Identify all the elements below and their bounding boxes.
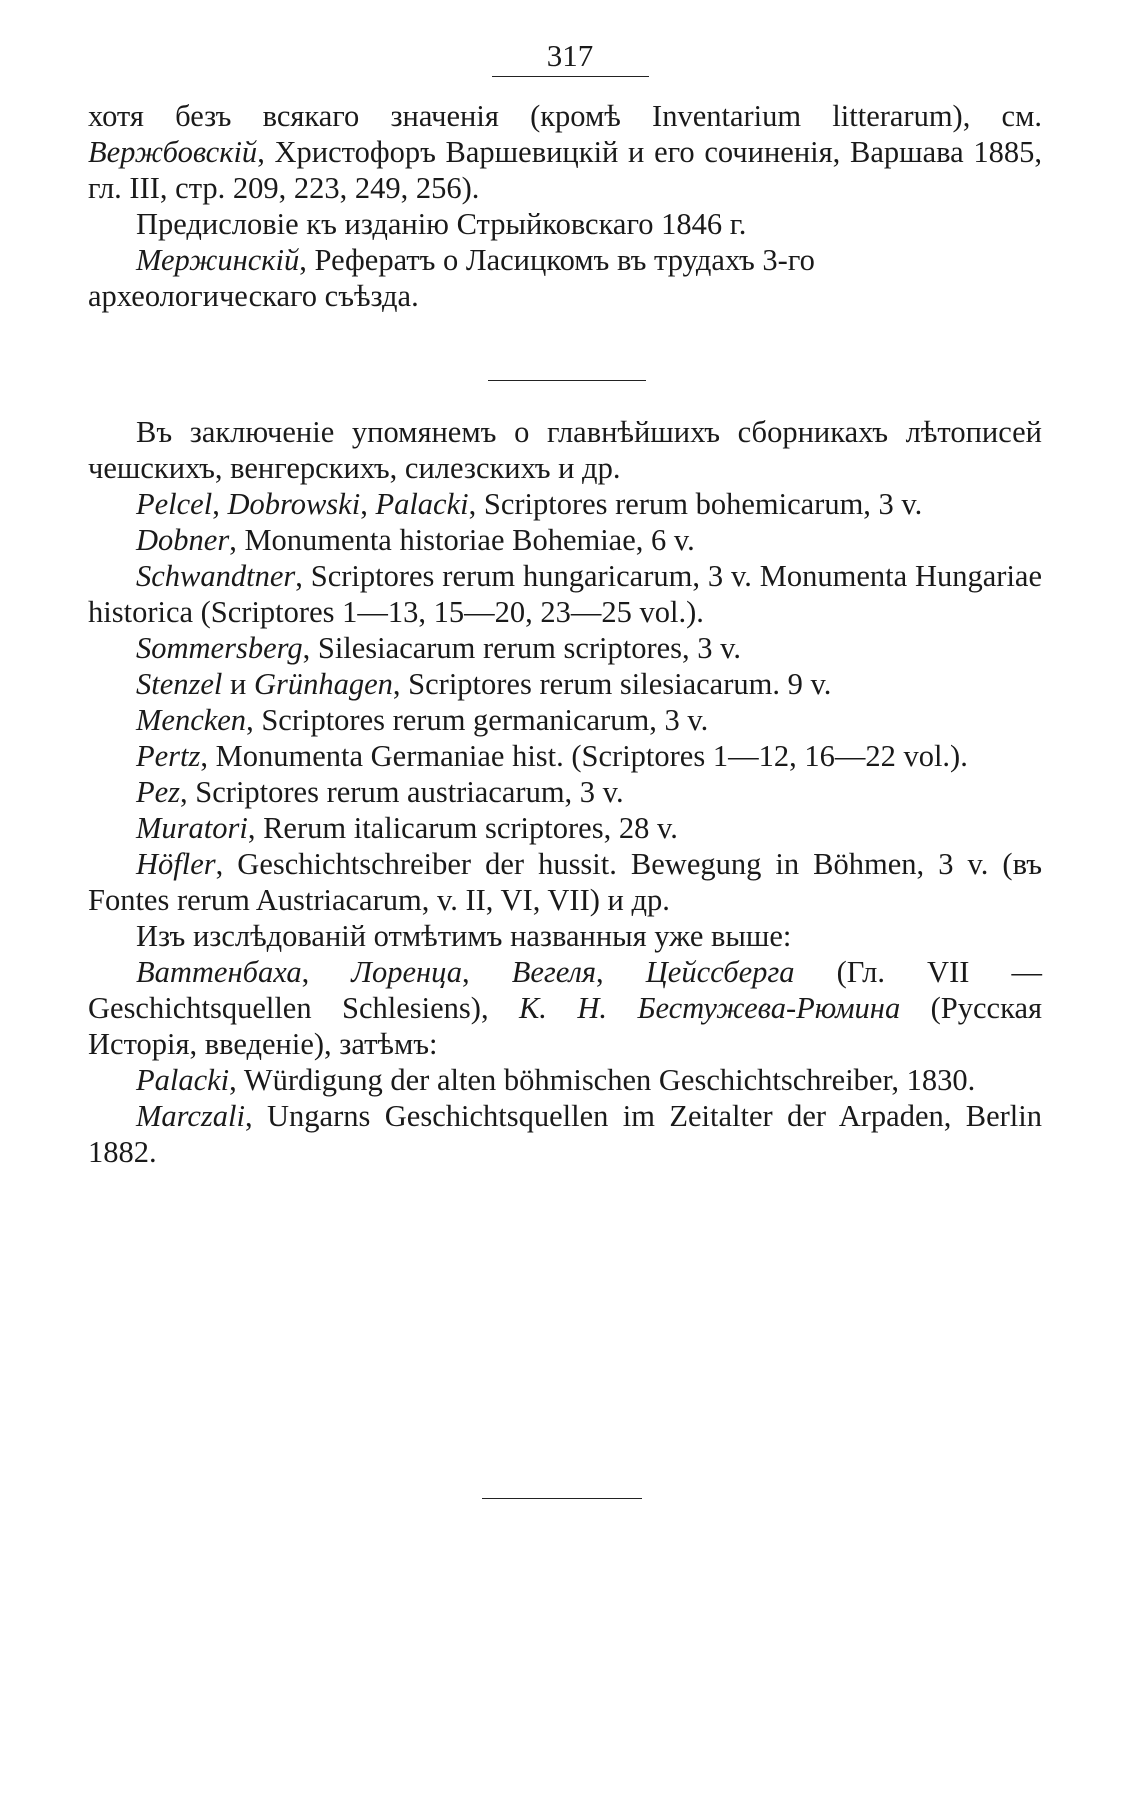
page-number: 317	[546, 38, 594, 73]
page-number-rule	[492, 76, 649, 77]
paragraph-merzhinsky: Мержинскій, Рефератъ о Ласицкомъ въ трудахъ 3-го археологическаго съѣзда.	[88, 243, 815, 313]
entry-mencken: Mencken, Scriptores rerum germanicarum, 3 v.	[136, 703, 709, 737]
paragraph-research: Изъ изслѣдованій отмѣтимъ названныя уже выше:	[136, 919, 792, 953]
paragraph-intro: Въ заключеніе упомянемъ о главнѣйшихъ сборникахъ лѣтописей чешскихъ, венгерскихъ, силезскихъ и др.	[88, 415, 1042, 485]
bibliography-block-chronicles	[88, 414, 1042, 1170]
paragraph-warszewicki: хотя безъ всякаго значенія (кромѣ Inventarium litterarum), см. Вержбовскій, Христофоръ Варшевицкій и его сочиненія, Варшава 1885, гл. III, стр. 209, 223, 249, 256).	[88, 99, 1042, 205]
bibliography-block-top	[88, 98, 1042, 314]
entry-marczali: Marczali, Ungarns Geschichtsquellen im Zeitalter der Arpaden, Berlin 1882.	[88, 1099, 1042, 1169]
entry-pez: Pez, Scriptores rerum austriacarum, 3 v.	[136, 775, 624, 809]
entry-palacki: Palacki, Würdigung der alten böhmischen Geschichtschreiber, 1830.	[136, 1063, 976, 1097]
entry-sommersberg: Sommersberg, Silesiacarum rerum scriptores, 3 v.	[136, 631, 742, 665]
end-divider	[482, 1498, 642, 1499]
entry-authors: Ваттенбаха, Лоренца, Вегеля, Цейссберга (Гл. VII — Geschichtsquellen Schlesiens), К. Н. Бестужева-Рюмина (Русская Исторія, введеніе), затѣмъ:	[88, 955, 1043, 1061]
entry-muratori: Muratori, Rerum italicarum scriptores, 28 v.	[136, 811, 678, 845]
entry-dobner: Dobner, Monumenta historiae Bohemiae, 6 v.	[136, 523, 695, 557]
entry-stenzel: Stenzel и Grünhagen, Scriptores rerum silesiacarum. 9 v.	[136, 667, 832, 701]
section-divider	[488, 380, 646, 381]
entry-pertz: Pertz, Monumenta Germaniae hist. (Scriptores 1—12, 16—22 vol.).	[136, 739, 968, 773]
entry-hofler: Höfler, Geschichtschreiber der hussit. Bewegung in Böhmen, 3 v. (въ Fontes rerum Austriacarum, v. II, VI, VII) и др.	[88, 847, 1042, 917]
paragraph-stryjkowski: Предисловіе къ изданію Стрыйковскаго 1846 г.	[136, 207, 747, 241]
entry-schwandtner: Schwandtner, Scriptores rerum hungaricarum, 3 v. Monumenta Hungariae historica (Scriptores 1—13, 15—20, 23—25 vol.).	[88, 559, 1042, 629]
entry-pelcel: Pelcel, Dobrowski, Palacki, Scriptores rerum bohemicarum, 3 v.	[136, 487, 923, 521]
